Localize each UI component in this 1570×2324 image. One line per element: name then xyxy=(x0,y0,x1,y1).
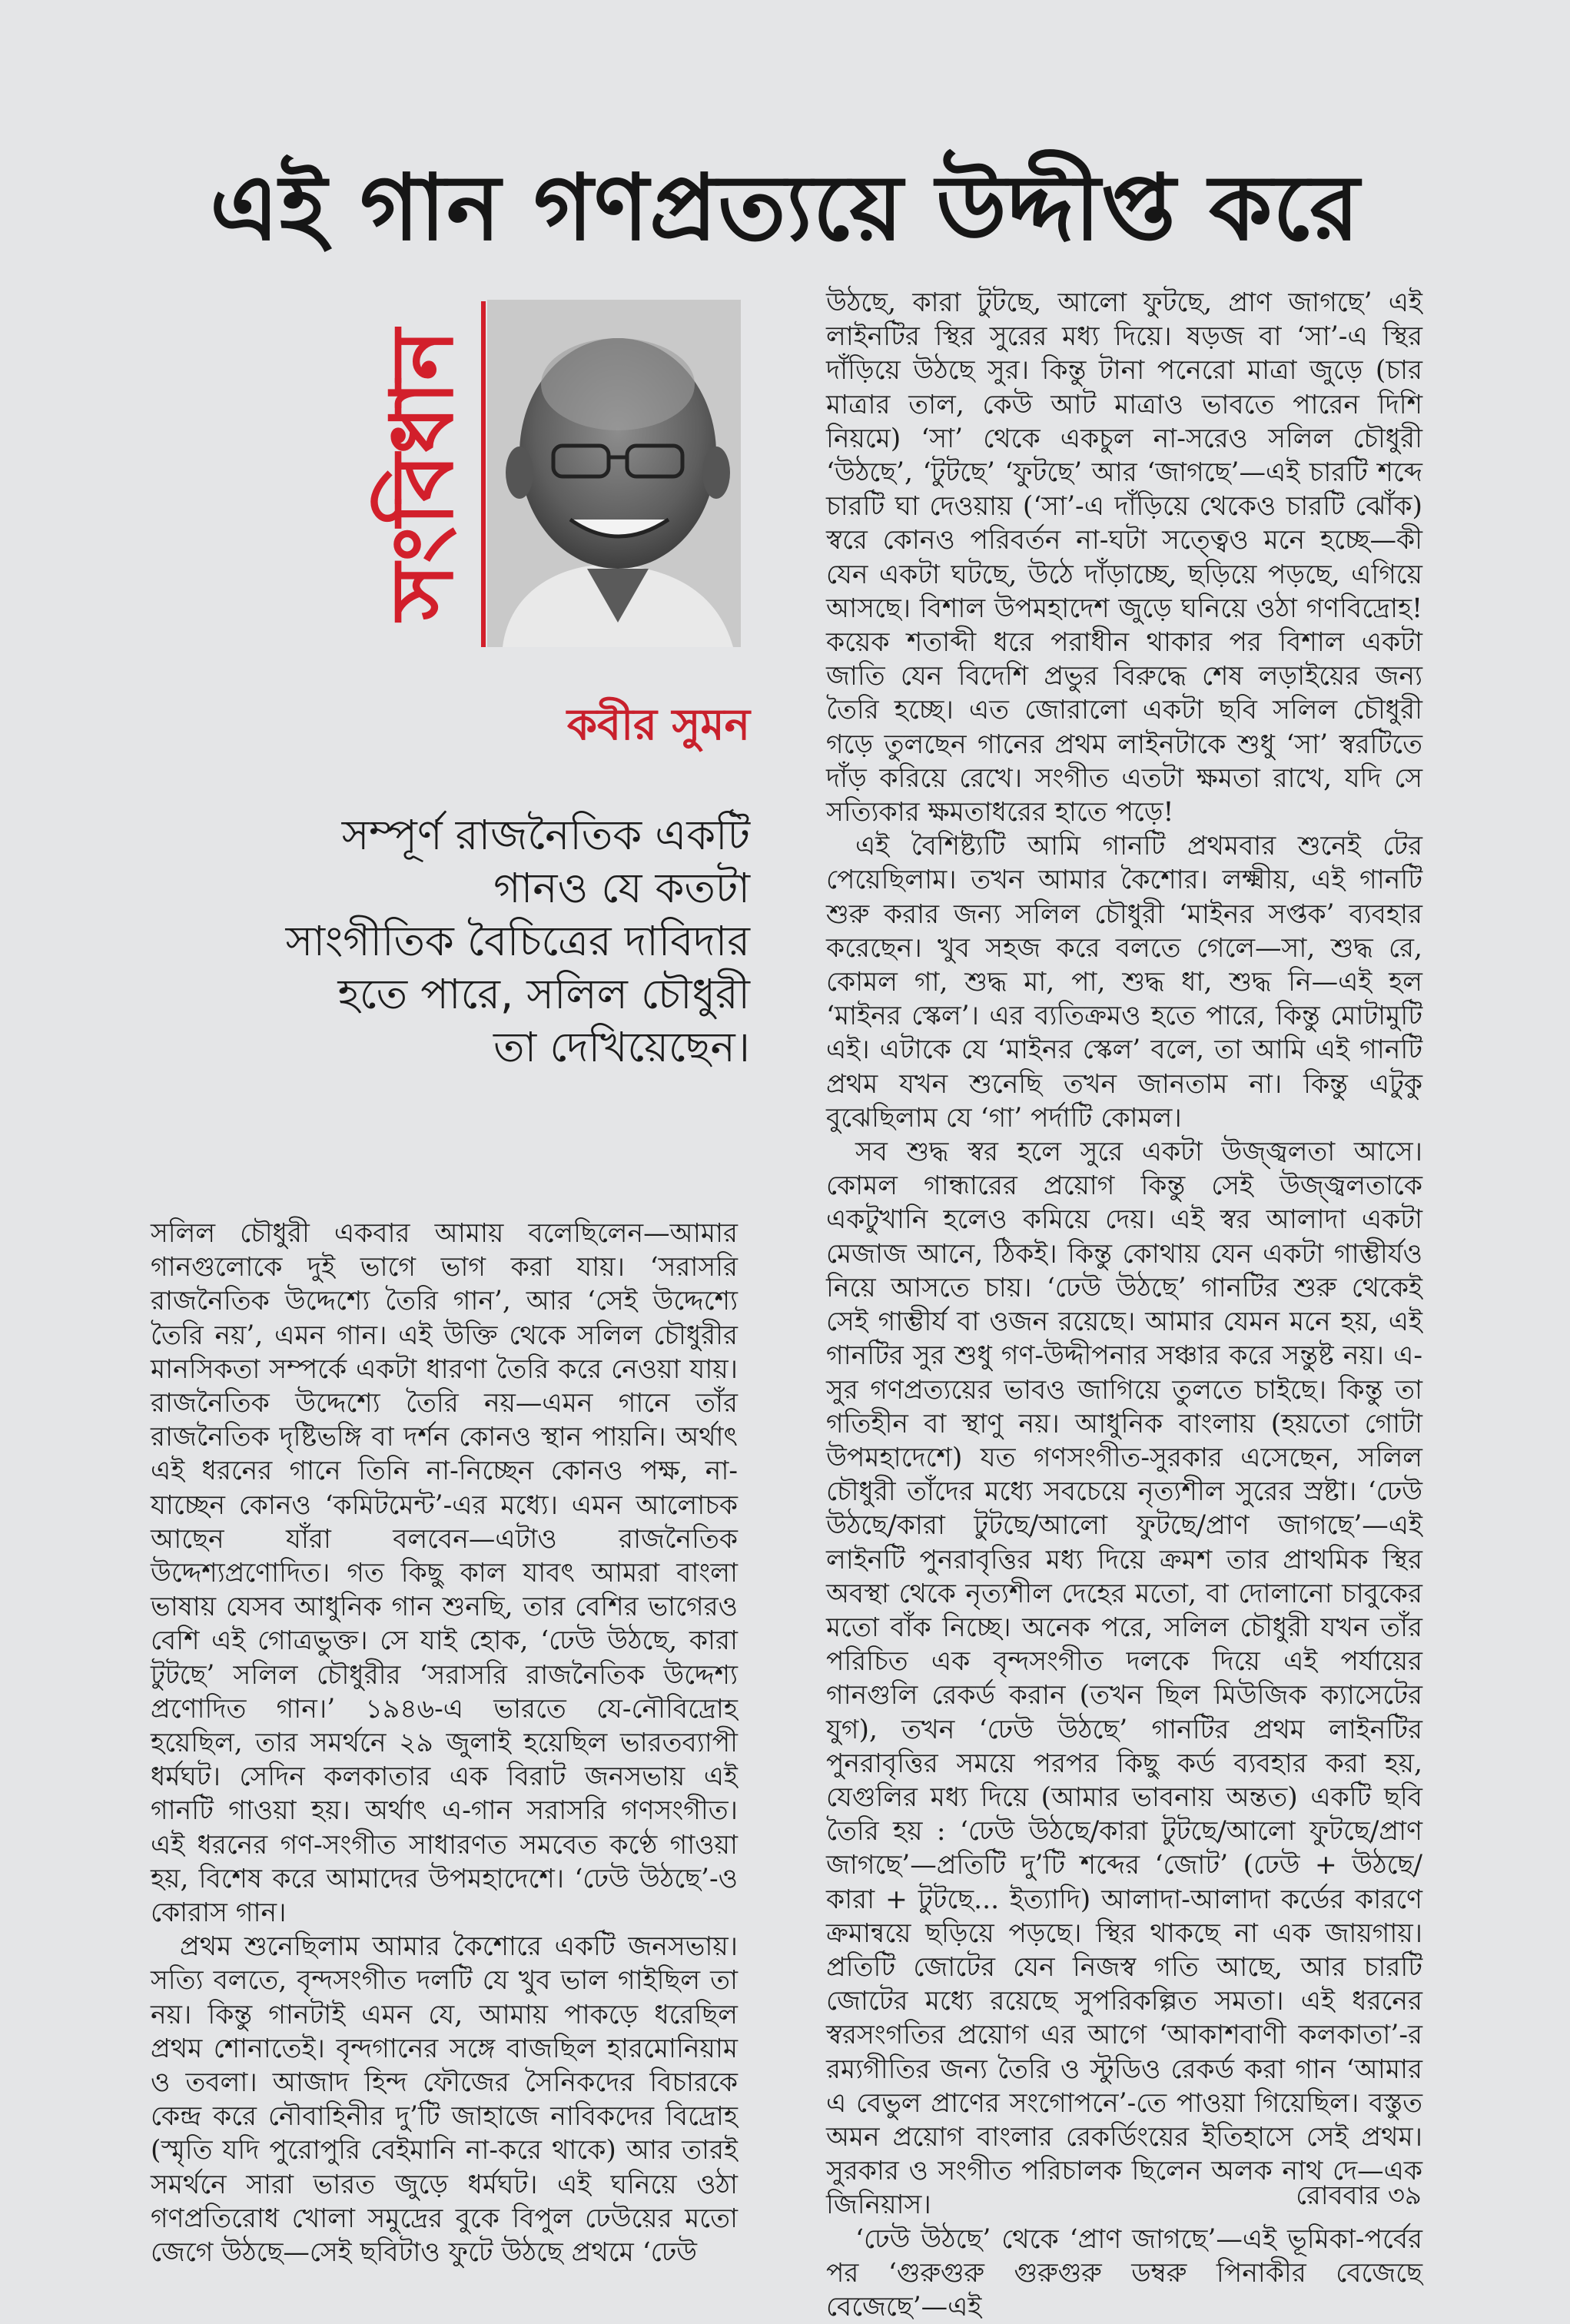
headline: এই গান গণপ্রত্যয়ে উদ্দীপ্ত করে xyxy=(210,154,1360,261)
article-right-column xyxy=(826,286,1422,2324)
article-paragraph: সলিল চৌধুরী একবার আমায় বলেছিলেন—আমার গানগুলোকে দুই ভাগে ভাগ করা যায়। ‘সরাসরি রাজনৈতিক উদ্দেশ্যে তৈরি গান’, আর ‘সেই উদ্দেশ্যে তৈরি নয়’, এমন গান। এই উক্তি থেকে সলিল চৌধুরীর মানসিকতা সম্পর্কে একটা ধারণা তৈরি করে নেওয়া যায়। রাজনৈতিক উদ্দেশ্যে তৈরি নয়—এমন গানে তাঁর রাজনৈতিক দৃষ্টিভঙ্গি বা দর্শন কোনও স্থান পায়নি। অর্থাৎ এই ধরনের গানে তিনি না-নিচ্ছেন কোনও পক্ষ, না-যাচ্ছেন কোনও ‘কমিটমেন্ট’-এর মধ্যে। এমন আলোচক আছেন যাঁরা বলবেন—এটাও রাজনৈতিক উদ্দেশ্যপ্রণোদিত। গত কিছু কাল যাবৎ আমরা বাংলা ভাষায় যেসব আধুনিক গান শুনছি, তার বেশির ভাগেরও বেশি এই গোত্রভুক্ত। সে যাই হোক, ‘ঢেউ উঠছে, কারা টুটছে’ সলিল চৌধুরীর ‘সরাসরি রাজনৈতিক উদ্দেশ্য প্রণোদিত গান।’ ১৯৪৬-এ ভারতে যে-নৌবিদ্রোহ হয়েছিল, তার সমর্থনে ২৯ জুলাই হয়েছিল ভারতব্যাপী ধর্মঘট। সেদিন কলকাতার এক বিরাট জনসভায় এই গানটি গাওয়া হয়। অর্থাৎ এ-গান সরাসরি গণসংগীত। এই ধরনের গণ-সংগীত সাধারণত সমবেত কণ্ঠে গাওয়া হয়, বিশেষ করে আমাদের উপমহাদেশে। ‘ঢেউ উঠছে’-ও কোরাস গান। xyxy=(151,1218,738,1929)
pull-quote-line: সম্পূর্ণ রাজনৈতিক একটি xyxy=(341,811,750,859)
author-photo-image xyxy=(487,300,741,647)
column-name xyxy=(372,300,478,649)
red-rule-divider xyxy=(481,301,486,647)
pull-quote-line: সাংগীতিক বৈচিত্রের দাবিদার xyxy=(285,917,750,965)
article-left-column xyxy=(151,1217,738,2269)
article-paragraph: উঠছে, কারা টুটছে, আলো ফুটছে, প্রাণ জাগছে’ এই লাইনটির স্থির সুরের মধ্য দিয়ে। ষড়জ বা ‘সা’-এ স্থির দাঁড়িয়ে উঠছে সুর। কিন্তু টানা পনেরো মাত্রা জুড়ে (চার মাত্রার তাল, কেউ আট মাত্রাও ভাবতে পারেন দিশি নিয়মে) ‘সা’ থেকে একচুল না-সরেও সলিল চৌধুরী ‘উঠছে’, ‘টুটছে’ ‘ফুটছে’ আর ‘জাগছে’—এই চারটি শব্দে চারটি ঘা দেওয়ায় (‘সা’-এ দাঁড়িয়ে থেকেও চারটি ঝোঁক) স্বরে কোনও পরিবর্তন না-ঘটা সত্ত্বেও মনে হচ্ছে—কী যেন একটা ঘটছে, উঠে দাঁড়াচ্ছে, ছড়িয়ে পড়ছে, এগিয়ে আসছে। বিশাল উপমহাদেশ জুড়ে ঘনিয়ে ওঠা গণবিদ্রোহ! কয়েক শতাব্দী ধরে পরাধীন থাকার পর বিশাল একটা জাতি যেন বিদেশি প্রভুর বিরুদ্ধে শেষ লড়াইয়ের জন্য তৈরি হচ্ছে। এত জোরালো একটা ছবি সলিল চৌধুরী গড়ে তুলছেন গানের প্রথম লাইনটাকে শুধু ‘সা’ স্বরটিতে দাঁড় করিয়ে রেখে। সংগীত এতটা ক্ষমতা রাখে, যদি সে সত্যিকার ক্ষমতাধরের হাতে পড়ে! xyxy=(826,287,1422,828)
author-photo xyxy=(487,300,741,647)
article-paragraph: এই বৈশিষ্ট্যটি আমি গানটি প্রথমবার শুনেই টের পেয়েছিলাম। তখন আমার কৈশোর। লক্ষ্মীয়, এই গানটি শুরু করার জন্য সলিল চৌধুরী ‘মাইনর সপ্তক’ ব্যবহার করেছেন। খুব সহজ করে বলতে গেলে—সা, শুদ্ধ রে, কোমল গা, শুদ্ধ মা, পা, শুদ্ধ ধা, শুদ্ধ নি—এই হল ‘মাইনর স্কেল’। এর ব্যতিক্রমও হতে পারে, কিন্তু মোটামুটি এই। এটাকে যে ‘মাইনর স্কেল’ বলে, তা আমি এই গানটি প্রথম যখন শুনেছি তখন জানতাম না। কিন্তু এটুকু বুঝেছিলাম যে ‘গা’ পর্দাটি কোমল। xyxy=(826,831,1422,1134)
article-paragraph: ‘ঢেউ উঠছে’ থেকে ‘প্রাণ জাগছে’—এই ভূমিকা-পর্বের পর ‘গুরুগুরু গুরুগুরু ডম্বরু পিনাকীর বেজেছে বেজেছে’—এই xyxy=(826,2223,1422,2322)
column-name-text: সংবিধান xyxy=(372,329,473,620)
author-byline: কবীর সুমন xyxy=(566,700,750,750)
pull-quote-line: তা দেখিয়েছেন। xyxy=(493,1023,750,1071)
article-paragraph: প্রথম শুনেছিলাম আমার কৈশোরে একটি জনসভায়। সত্যি বলতে, বৃন্দসংগীত দলটি যে খুব ভাল গাইছিল তা নয়। কিন্তু গানটাই এমন যে, আমায় পাকড়ে ধরেছিল প্রথম শোনাতেই। বৃন্দগানের সঙ্গে বাজছিল হারমোনিয়াম ও তবলা। আজাদ হিন্দ ফৌজের সৈনিকদের বিচারকে কেন্দ্র করে নৌবাহিনীর দু’টি জাহাজে নাবিকদের বিদ্রোহ (স্মৃতি যদি পুরোপুরি বেইমানি না-করে থাকে) আর তারই সমর্থনে সারা ভারত জুড়ে ধর্মঘট। এই ঘনিয়ে ওঠা গণপ্রতিরোধ খোলা সমুদ্রের বুকে বিপুল ঢেউয়ের মতো জেগে উঠছে—সেই ছবিটাও ফুটে উঠছে প্রথমে ‘ঢেউ xyxy=(151,1931,738,2269)
article-paragraph: সব শুদ্ধ স্বর হলে সুরে একটা উজ্জ্বলতা আসে। কোমল গান্ধারের প্রয়োগ কিন্তু সেই উজ্জ্বলতাকে একটুখানি হলেও কমিয়ে দেয়। এই স্বর আলাদা একটা মেজাজ আনে, ঠিকই। কিন্তু কোথায় যেন একটা গাম্ভীর্যও নিয়ে আসতে চায়। ‘ঢেউ উঠছে’ গানটির শুরু থেকেই সেই গাম্ভীর্য বা ওজন রয়েছে। আমার যেমন মনে হয়, এই গানটির সুর শুধু গণ-উদ্দীপনার সঞ্চার করে সন্তুষ্ট নয়। এ-সুর গণপ্রত্যয়ের ভাবও জাগিয়ে তুলতে চাইছে। কিন্তু তা গতিহীন বা স্থাণু নয়। আধুনিক বাংলায় (হয়তো গোটা উপমহাদেশে) যত গণসংগীত-সুরকার এসেছেন, সলিল চৌধুরী তাঁদের মধ্যে সবচেয়ে নৃত্যশীল সুরের স্রষ্টা। ‘ঢেউ উঠছে/কারা টুটছে/আলো ফুটছে/প্রাণ জাগছে’—এই লাইনটি পুনরাবৃত্তির মধ্য দিয়ে ক্রমশ তার প্রাথমিক স্থির অবস্থা থেকে নৃত্যশীল দেহের মতো, বা দোলানো চাবুকের মতো বাঁক নিচ্ছে। অনেক পরে, সলিল চৌধুরী যখন তাঁর পরিচিত এক বৃন্দসংগীত দলকে দিয়ে এই পর্যায়ের গানগুলি রেকর্ড করান (তখন ছিল মিউজিক ক্যাসেটের যুগ), তখন ‘ঢেউ উঠছে’ গানটির প্রথম লাইনটির পুনরাবৃত্তির সময়ে পরপর কিছু কর্ড ব্যবহার করা হয়, যেগুলির মধ্য দিয়ে (আমার ভাবনায় অন্তত) একটি ছবি তৈরি হয় : ‘ঢেউ উঠছে/কারা টুটছে/আলো ফুটছে/প্রাণ জাগছে’—প্রতিটি দু’টি শব্দের ‘জোট’ (ঢেউ + উঠছে/ কারা + টুটছে... ইত্যাদি) আলাদা-আলাদা কর্ডের কারণে ক্রমান্বয়ে ছড়িয়ে পড়ছে। স্থির থাকছে না এক জায়গায়। প্রতিটি জোটের যেন নিজস্ব গতি আছে, আর চারটি জোটের মধ্যে রয়েছে সুপরিকল্পিত সমতা। এই ধরনের স্বরসংগতির প্রয়োগ এর আগে ‘আকাশবাণী কলকাতা’-র রম্যগীতির জন্য তৈরি ও স্টুডিও রেকর্ড করা গান ‘আমার এ বেভুল প্রাণের সংগোপনে’-তে পাওয়া গিয়েছিল। বস্তুত অমন প্রয়োগ বাংলার রেকর্ডিংয়ের ইতিহাসে সেই প্রথম। সুরকার ও সংগীত পরিচালক ছিলেন অলক নাথ দে—এক জিনিয়াস। xyxy=(826,1137,1422,2221)
pull-quote-line: গানও যে কতটা xyxy=(493,864,750,912)
page-footer: রোববার ৩৯ xyxy=(1296,2180,1422,2211)
pull-quote xyxy=(254,808,750,1074)
pull-quote-line: হতে পারে, সলিল চৌধুরী xyxy=(337,970,750,1018)
